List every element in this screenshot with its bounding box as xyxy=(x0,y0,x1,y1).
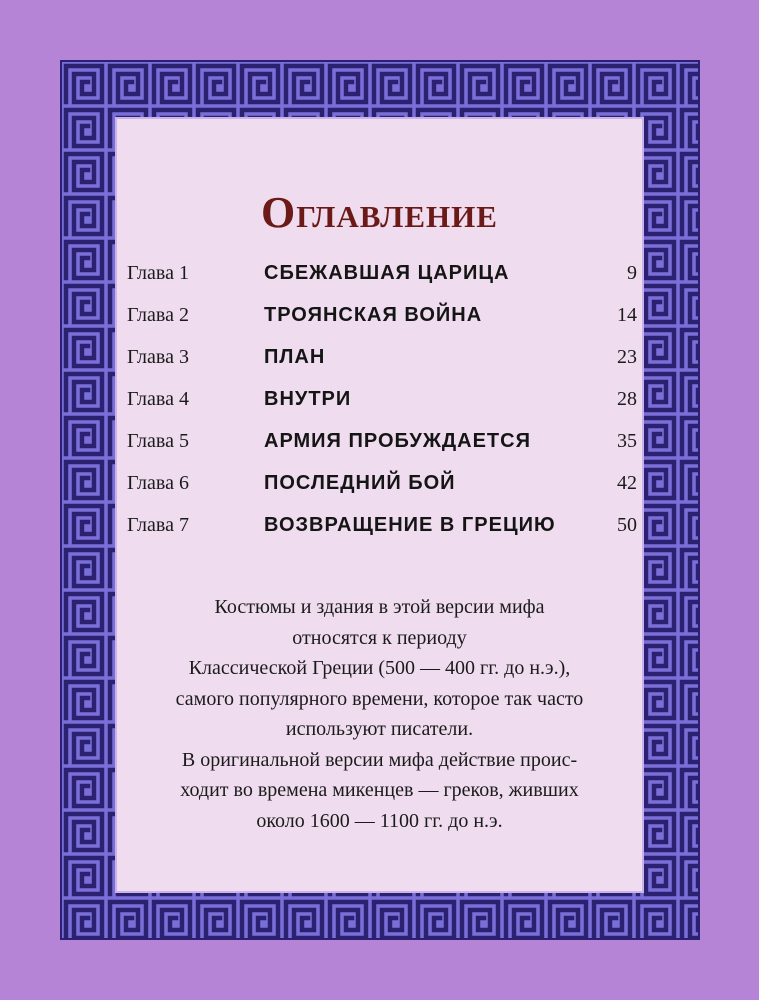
table-of-contents xyxy=(127,258,642,552)
toc-row[interactable] xyxy=(127,468,642,510)
note-line: Костюмы и здания в этой версии мифа xyxy=(214,596,545,618)
chapter-title: ПОСЛЕДНИЙ БОЙ xyxy=(264,472,456,494)
chapter-number: Глава 3 xyxy=(127,346,189,368)
note-line: относятся к периоду xyxy=(292,626,467,649)
note-line: В оригинальной версии мифа действие проис- xyxy=(181,748,578,771)
toc-row[interactable] xyxy=(127,300,642,342)
chapter-title: ВОЗВРАЩЕНИЕ В ГРЕЦИЮ xyxy=(264,514,556,536)
chapter-title: ТРОЯНСКАЯ ВОЙНА xyxy=(264,304,483,326)
chapter-number: Глава 7 xyxy=(127,514,189,536)
chapter-title: АРМИЯ ПРОБУЖДАЕТСЯ xyxy=(264,430,531,452)
chapter-page: 14 xyxy=(617,304,637,326)
toc-row[interactable] xyxy=(127,510,642,552)
chapter-title: ПЛАН xyxy=(264,346,326,368)
chapter-title: ВНУТРИ xyxy=(264,388,352,410)
chapter-page: 35 xyxy=(617,430,637,452)
chapter-page: 50 xyxy=(617,514,637,536)
chapter-number: Глава 4 xyxy=(127,388,189,410)
chapter-number: Глава 5 xyxy=(127,430,189,452)
toc-row[interactable] xyxy=(127,426,642,468)
note-line: Классической Греции (500 — 400 гг. до н.э.), xyxy=(188,657,571,679)
contents-panel xyxy=(115,117,644,893)
note-line: ходит во времена микенцев — греков, живших xyxy=(180,779,579,801)
chapter-page: 42 xyxy=(617,472,637,494)
toc-row[interactable] xyxy=(127,258,642,300)
note-line: самого популярного времени, которое так часто xyxy=(175,687,584,710)
chapter-title: СБЕЖАВШАЯ ЦАРИЦА xyxy=(264,262,510,284)
chapter-page: 9 xyxy=(627,262,637,284)
page-title: Оглавление xyxy=(261,188,498,237)
chapter-number: Глава 6 xyxy=(127,472,189,494)
chapter-page: 23 xyxy=(617,346,637,368)
note-line: используют писатели. xyxy=(285,718,474,740)
historical-note xyxy=(147,592,612,836)
chapter-page: 28 xyxy=(617,388,637,410)
toc-row[interactable] xyxy=(127,342,642,384)
chapter-number: Глава 1 xyxy=(127,262,189,284)
chapter-number: Глава 2 xyxy=(127,304,189,326)
toc-row[interactable] xyxy=(127,384,642,426)
note-line: около 1600 — 1100 гг. до н.э. xyxy=(256,809,503,832)
